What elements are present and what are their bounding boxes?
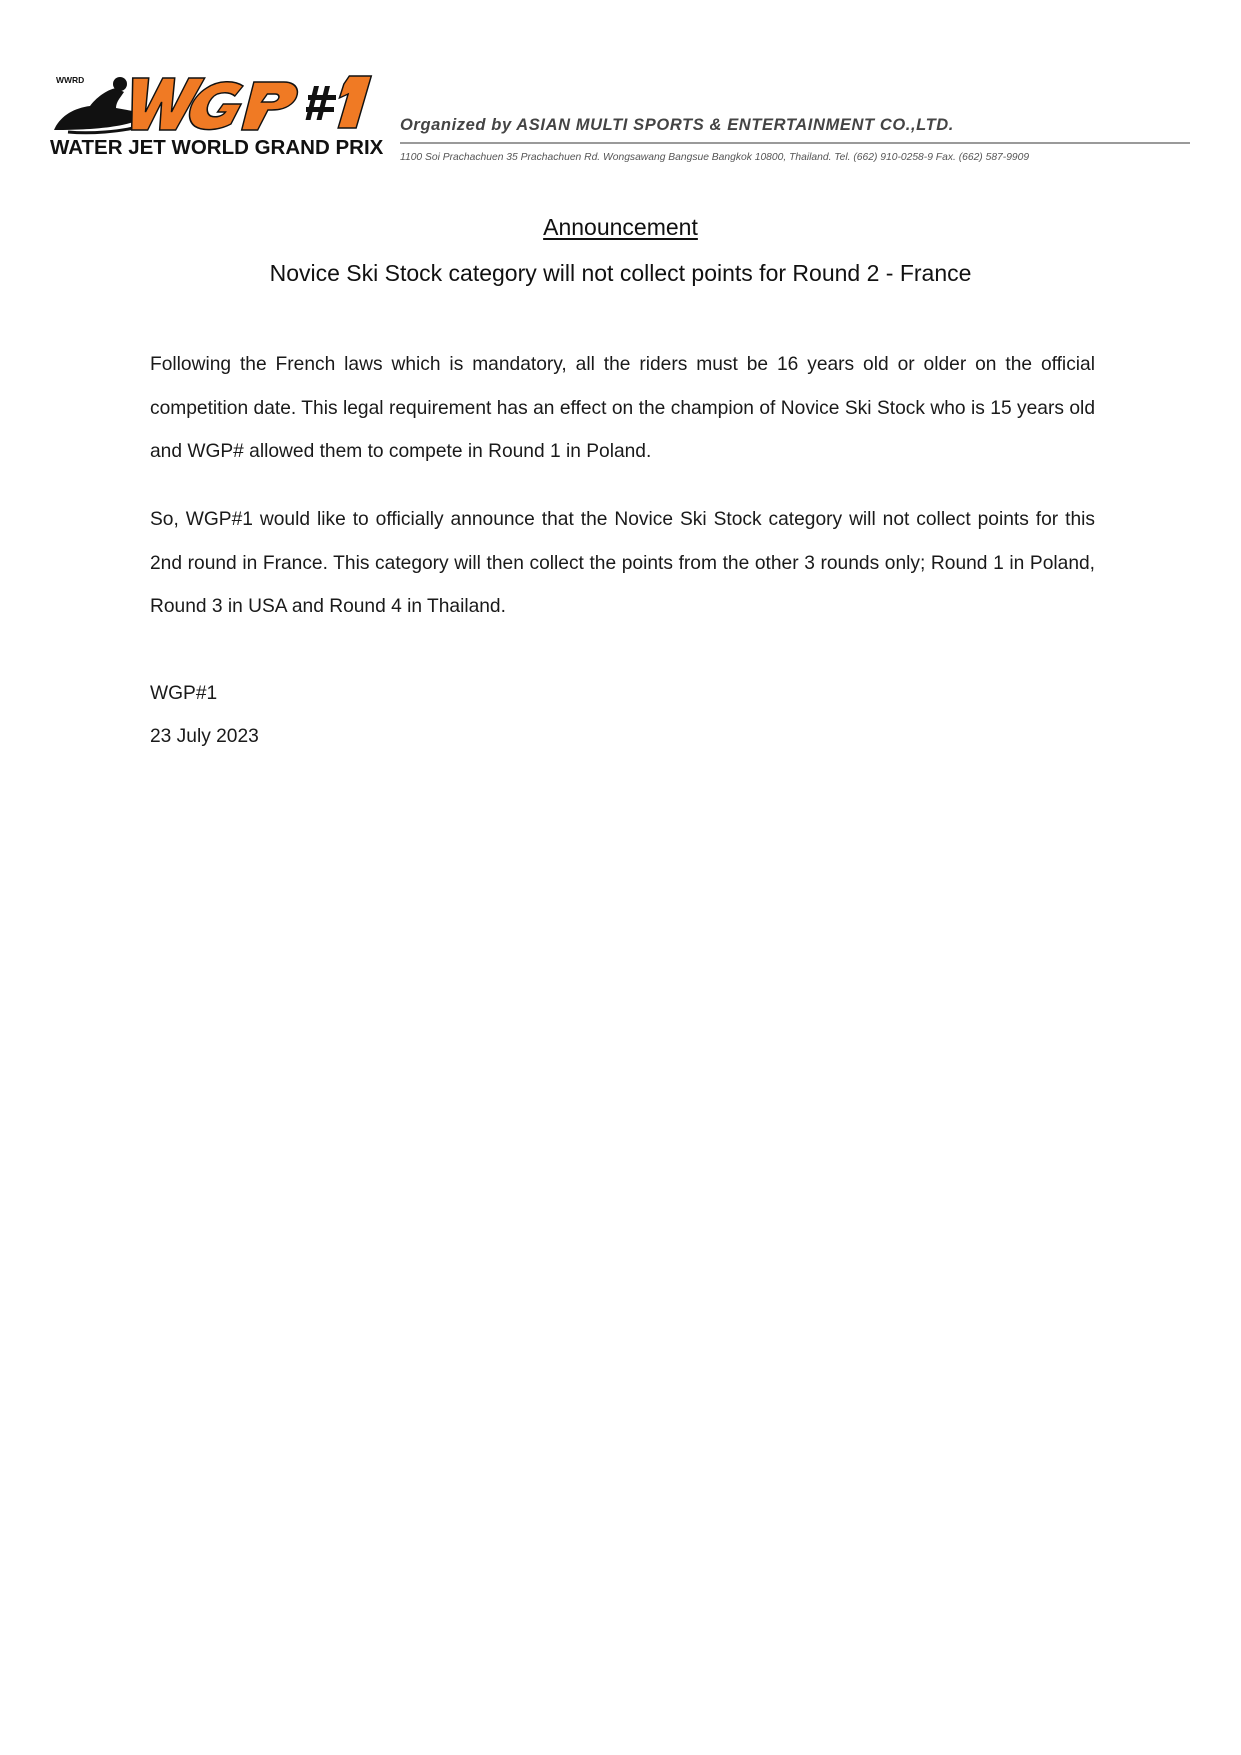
announcement-title: Novice Ski Stock category will not collect points for Round 2 - France xyxy=(269,260,972,286)
logo-tag-text: WWRD xyxy=(56,75,85,85)
body-paragraph-1: Following the French laws which is mandatory, all the riders must be 16 years old or older on the official competition date. This legal requirement has an effect on the champion of Novice Ski Stock who is 15 years old and WGP# allowed them to compete in Round 1 in Poland. xyxy=(150,354,1095,462)
letterhead-rule xyxy=(400,142,1190,144)
logo-caption: WATER JET WORLD GRAND PRIX xyxy=(50,136,384,159)
wgp1-logo xyxy=(50,72,384,164)
body-paragraph-2: So, WGP#1 would like to officially announce that the Novice Ski Stock category will not collect points for this 2nd round in France. This category will then collect the points from the other 3 rounds only; Round 1 in Poland, Round 3 in USA and Round 4 in Thailand. xyxy=(150,509,1095,617)
signature-name: WGP#1 xyxy=(150,683,218,704)
signature-date: 23 July 2023 xyxy=(150,726,259,747)
organizer-name: Organized by ASIAN MULTI SPORTS & ENTERTAINMENT CO.,LTD. xyxy=(400,116,954,134)
announcement-label: Announcement xyxy=(543,214,698,240)
organizer-block xyxy=(400,116,1190,176)
letterhead xyxy=(50,72,1200,172)
organizer-address: 1100 Soi Prachachuen 35 Prachachuen Rd. Wongsawang Bangsue Bangkok 10800, Thailand. Tel. (662) 910-0258-9 Fax. (662) 587-9909 xyxy=(400,152,1030,163)
wgp1-logo-graphic xyxy=(50,72,380,138)
